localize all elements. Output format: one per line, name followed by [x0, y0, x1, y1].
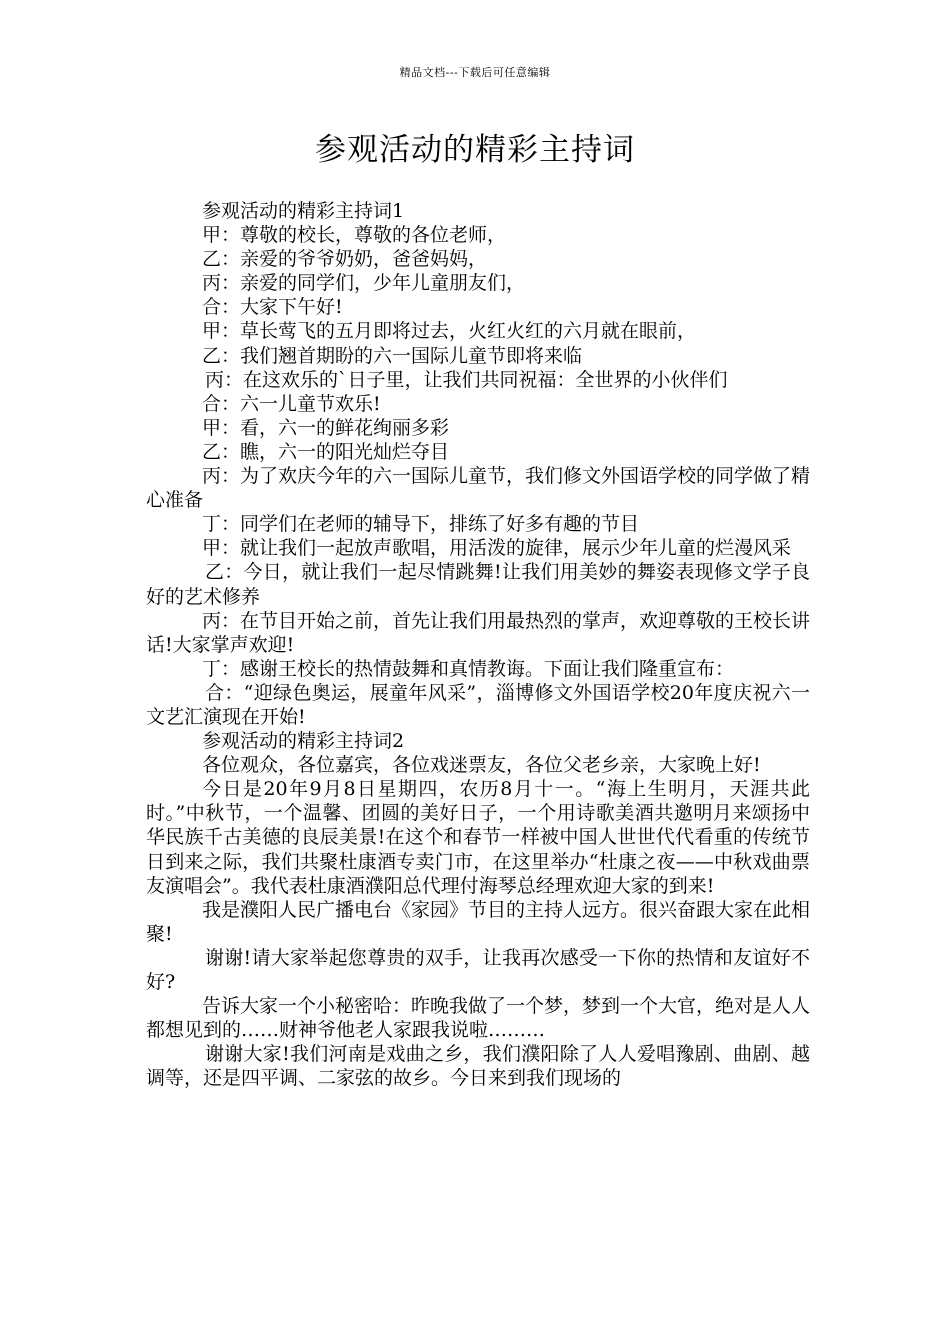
- paragraph: 甲：就让我们一起放声歌唱，用活泼的旋律，展示少年儿童的烂漫风采: [202, 537, 792, 560]
- header-note: 精品文档---下载后可任意编辑: [399, 66, 551, 79]
- paragraph: 参观活动的精彩主持词2: [202, 730, 405, 753]
- paragraph: 甲：草长莺飞的五月即将过去，火红火红的六月就在眼前，: [202, 320, 697, 343]
- paragraph: 各位观众，各位嘉宾，各位戏迷票友，各位父老乡亲，大家晚上好!: [202, 754, 761, 777]
- paragraph: 合：“迎绿色奥运，展童年风采”，淄博修文外国语学校20年度庆祝六一文艺汇演现在开始!: [146, 681, 810, 728]
- document-body: [146, 199, 810, 1090]
- paragraph: 丙：在这欢乐的`日子里，让我们共同祝福：全世界的小伙伴们: [205, 368, 728, 391]
- paragraph: 今日是20年9月8日星期四，农历8月十一。“海上生明月，天涯共此时。”中秋节，一个温馨、团圆的美好日子，一个用诗歌美酒共邀明月来颂扬中华民族千古美德的良辰美景!在这个和春节一样被中国人世世代代看重的传统节日到来之际，我们共聚杜康酒专卖门市，在这里举办“杜康之夜——中秋戏曲票友演唱会”。我代表杜康酒濮阳总代理付海琴总经理欢迎大家的到来!: [146, 778, 810, 897]
- paragraph: 丁：感谢王校长的热情鼓舞和真情教诲。下面让我们隆重宣布：: [202, 657, 735, 680]
- paragraph: 乙：今日，就让我们一起尽情跳舞!让我们用美妙的舞姿表现修文学子良好的艺术修养: [146, 561, 810, 608]
- paragraph: 告诉大家一个小秘密哈：昨晚我做了一个梦，梦到一个大官，绝对是人人都想见到的……财神爷他老人家跟我说啦………: [146, 995, 811, 1042]
- paragraph: 甲：看，六一的鲜花绚丽多彩: [202, 416, 450, 439]
- paragraph: 丙：亲爱的同学们，少年儿童朋友们，: [202, 272, 526, 295]
- paragraph: 合：六一儿童节欢乐!: [202, 392, 381, 415]
- paragraph: 丙：为了欢庆今年的六一国际儿童节，我们修文外国语学校的同学做了精心准备: [146, 465, 811, 512]
- paragraph: 乙：我们翘首期盼的六一国际儿童节即将来临: [202, 344, 583, 367]
- paragraph: 丙：在节目开始之前，首先让我们用最热烈的掌声，欢迎尊敬的王校长讲话!大家掌声欢迎!: [146, 609, 811, 656]
- paragraph: 参观活动的精彩主持词1: [202, 200, 405, 222]
- paragraph: 谢谢!请大家举起您尊贵的双手，让我再次感受一下你的热情和友谊好不好?: [146, 946, 810, 993]
- paragraph: 丁：同学们在老师的辅导下，排练了好多有趣的节目: [202, 513, 640, 536]
- paragraph: 谢谢大家!我们河南是戏曲之乡，我们濮阳除了人人爱唱豫剧、曲剧、越调等，还是四平调、二家弦的故乡。今日来到我们现场的: [146, 1043, 810, 1090]
- paragraph: 乙：瞧，六一的阳光灿烂夺目: [202, 440, 450, 463]
- paragraph: 我是濮阳人民广播电台《家园》节目的主持人远方。很兴奋跟大家在此相聚!: [146, 898, 811, 945]
- document-title: 参观活动的精彩主持词: [315, 132, 635, 168]
- paragraph: 甲：尊敬的校长，尊敬的各位老师，: [202, 224, 507, 247]
- paragraph: 乙：亲爱的爷爷奶奶，爸爸妈妈，: [202, 248, 488, 271]
- paragraph: 合：大家下午好!: [202, 296, 343, 319]
